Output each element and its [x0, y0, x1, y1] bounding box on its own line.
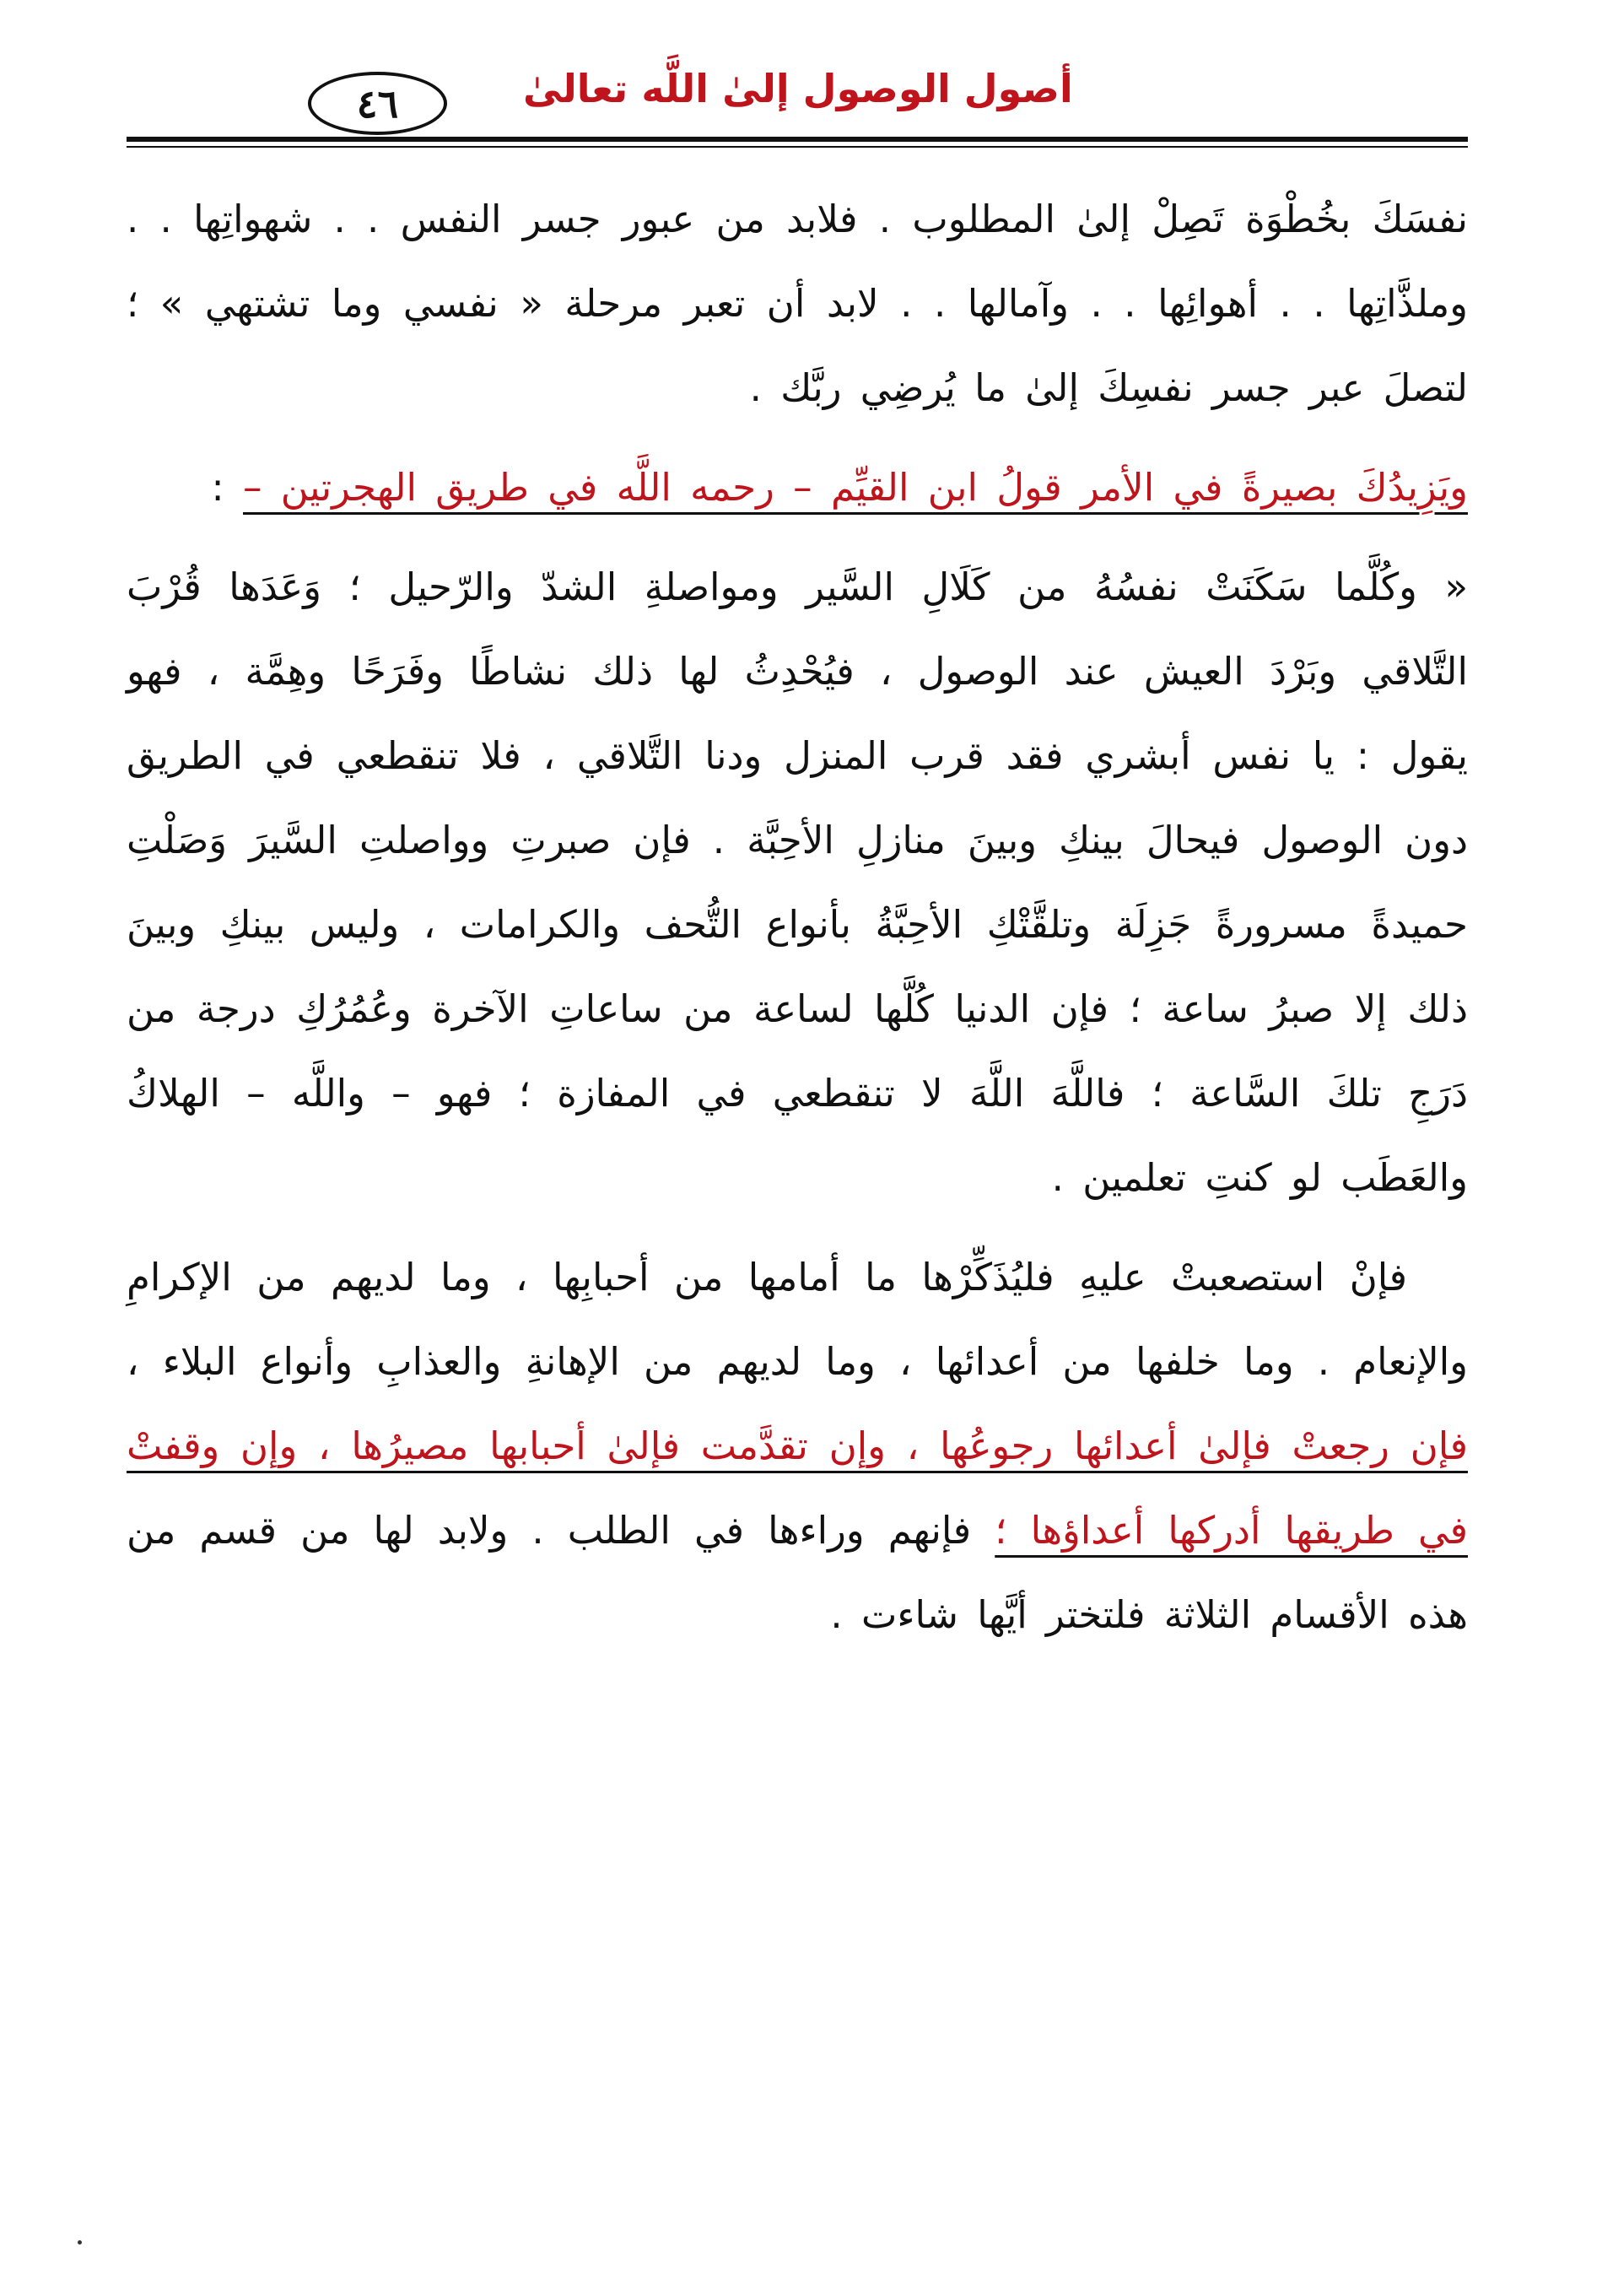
page-header: [127, 51, 1476, 143]
quote-intro-text: ويَزِيدُكَ بصيرةً في الأمر قولُ ابن القيِّم – رحمه اللَّه في طريق الهجرتين –: [242, 465, 1468, 510]
paragraph-3-highlight: فإن رجعتْ فإلىٰ أعدائها رجوعُها ، وإن تقدَّمت فإلىٰ أحبابها مصيرُها ، وإن وقفتْ في طريقها أدركها أعداؤها ؛: [127, 1424, 1468, 1553]
paragraph-3-start: فإنْ استصعبتْ عليهِ فليُذَكِّرْها ما أمامها من أحبابِها ، وما لديهم من الإكرامِ والإنعام . وما خلفها من أعدائها ، وما لديهم من الإهانةِ والعذابِ وأنواع البلاء ،: [127, 1255, 1468, 1384]
quote-intro-colon: :: [211, 465, 224, 510]
page-body: [127, 177, 1468, 1657]
ibn-qayyim-quote: « وكُلَّما سَكَنَتْ نفسُهُ من كَلَالِ السَّير ومواصلةِ الشدّ والرّحيل ؛ وَعَدَها قُرْبَ التَّلاقي وبَرْدَ العيش عند الوصول ، فيُحْدِثُ لها ذلك نشاطًا وفَرَحًا وهِمَّة ، فهو يقول : يا نفس أبشري فقد قرب المنزل ودنا التَّلاقي ، فلا تنقطعي في الطريق دون الوصول فيحالَ بينكِ وبينَ منازلِ الأحِبَّة . فإن صبرتِ وواصلتِ السَّيرَ وَصَلْتِ حميدةً مسرورةً جَزِلَة وتلقَّتْكِ الأحِبَّةُ بأنواع التُّحف والكرامات ، وليس بينكِ وبينَ ذلك إلا صبرُ ساعة ؛ فإن الدنيا كُلَّها لساعة من ساعاتِ الآخرة وعُمُرُكِ درجة من دَرَجِ تلكَ السَّاعة ؛ فاللَّهَ اللَّهَ لا تنقطعي في المفازة ؛ فهو – واللَّه – الهلاكُ والعَطَب لو كنتِ تعلمين .: [127, 565, 1468, 1200]
page-number: ٤٦: [356, 80, 399, 127]
paragraph-3: [127, 1235, 1468, 1657]
page-number-oval: [308, 72, 447, 135]
running-title: أصول الوصول إلىٰ اللَّه تعالىٰ: [523, 66, 1073, 111]
header-rule-thin: [127, 146, 1468, 148]
paragraph-1: نفسَكَ بخُطْوَة تَصِلْ إلىٰ المطلوب . فلابد من عبور جسر النفس . . شهواتِها . . وملذَّاتِها . . أهوائِها . . وآمالها . . لابد أن تعبر مرحلة « نفسي وما تشتهي » ؛ لتصلَ عبر جسر نفسِكَ إلىٰ ما يُرضِي ربَّك .: [127, 197, 1468, 410]
paragraph-3-end: فإنهم وراءها في الطلب . ولابد لها من قسم من هذه الأقسام الثلاثة فلتختر أيَّها شاءت .: [127, 1508, 1468, 1637]
header-rule-thick: [127, 137, 1468, 142]
scan-speck: [78, 2240, 82, 2245]
quote-intro: [127, 446, 1468, 530]
